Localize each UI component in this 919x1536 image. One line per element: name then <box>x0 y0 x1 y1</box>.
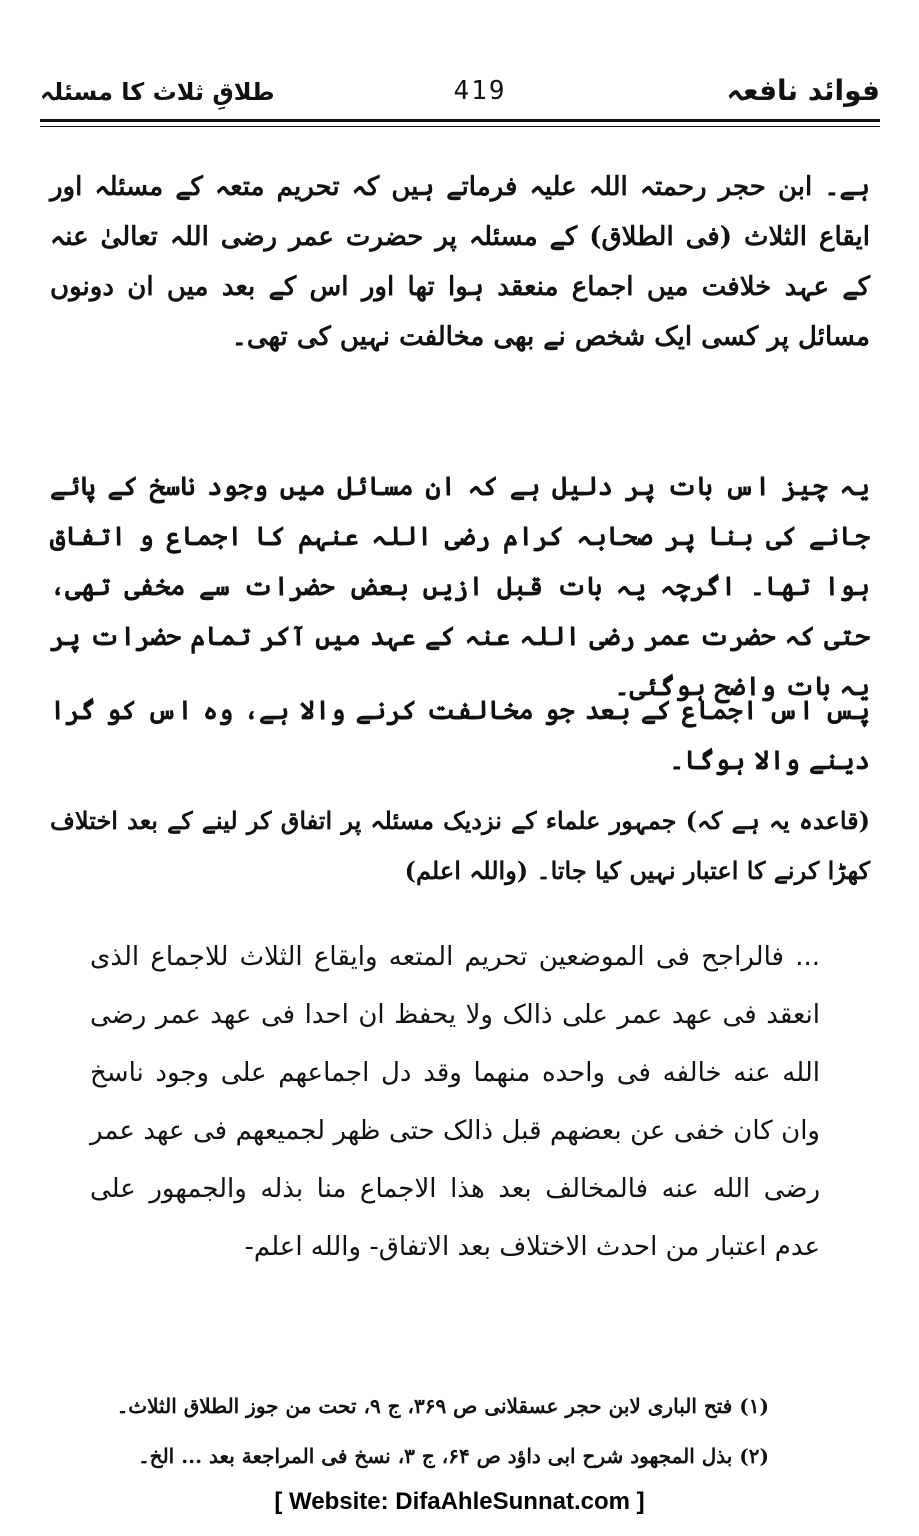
urdu-paragraph-4: (قاعدہ یہ ہے کہ) جمہور علماء کے نزدیک مسئلہ پر اتفاق کر لینے کے بعد اختلاف کھڑا کرنے کا اعتبار نہیں کیا جاتا۔ (واللہ اعلم) <box>50 806 870 885</box>
header-rule-thin <box>40 126 880 127</box>
urdu-paragraph-2: یہ چیز اس بات پر دلیل ہے کہ ان مسائل میں وجود ناسخ کے پائے جانے کی بنا پر صحابہ کرام رضی اللہ عنہم کا اجماع و اتفاق ہوا تھا۔ اگرچہ یہ بات قبل ازیں بعض حضرات سے مخفی تھی، حتی کہ حضرت عمر رضی اللہ عنہ کے عہد میں آکر تمام حضرات پر یہ بات واضح ہوگئی۔ <box>50 472 870 702</box>
page-number: 419 <box>453 76 507 106</box>
footnote-2: (۲) بذل المجهود شرح ابی داؤد ص ۶۴، ج ۳، نسخ فی المراجعة بعد ... الخ۔ <box>137 1444 769 1468</box>
chapter-title: طلاقِ ثلاث کا مسئلہ <box>40 78 275 106</box>
page-header <box>40 70 880 120</box>
urdu-paragraph-1: ہے۔ ابن حجر رحمتہ اللہ علیہ فرماتے ہیں کہ تحریم متعہ کے مسئلہ اور ایقاع الثلاث (فی الطلاق) کے مسئلہ پر حضرت عمر رضی اللہ تعالیٰ عنہ کے عہد خلافت میں اجماع منعقد ہوا تھا اور اس کے بعد میں ان دونوں مسائل پر کسی ایک شخص نے بھی مخالفت نہیں کی تھی۔ <box>50 172 870 352</box>
header-rule-thick <box>40 119 880 122</box>
book-title: فوائد نافعہ <box>726 74 880 107</box>
footnote-1: (۱) فتح الباری لابن حجر عسقلانی ص ۳۶۹، ج ۹، تحت من جوز الطلاق الثلاث۔ <box>116 1394 769 1418</box>
arabic-quotation: ... فالراجح فی الموضعین تحریم المتعه وایقاع الثلاث للاجماع الذی انعقد فی عهد عمر علی ذالک ولا یحفظ ان احدا فی عهد عمر رضی الله عنه خالفه فی واحده منهما وقد دل اجماعهم علی وجود ناسخ وان کان خفی عن بعضهم قبل ذالک حتی ظهر لجمیعهم فی عهد عمر رضی الله عنه فالمخالف بعد هذا الاجماع منا بذله والجمهور علی عدم اعتبار من احدث الاختلاف بعد الاتفاق- والله اعلم- <box>90 942 820 1262</box>
urdu-paragraph-3: پس اس اجماع کے بعد جو مخالفت کرنے والا ہے، وہ اس کو گرا دینے والا ہوگا۔ <box>50 696 870 776</box>
website-footer: [ Website: DifaAhleSunnat.com ] <box>274 1488 645 1515</box>
